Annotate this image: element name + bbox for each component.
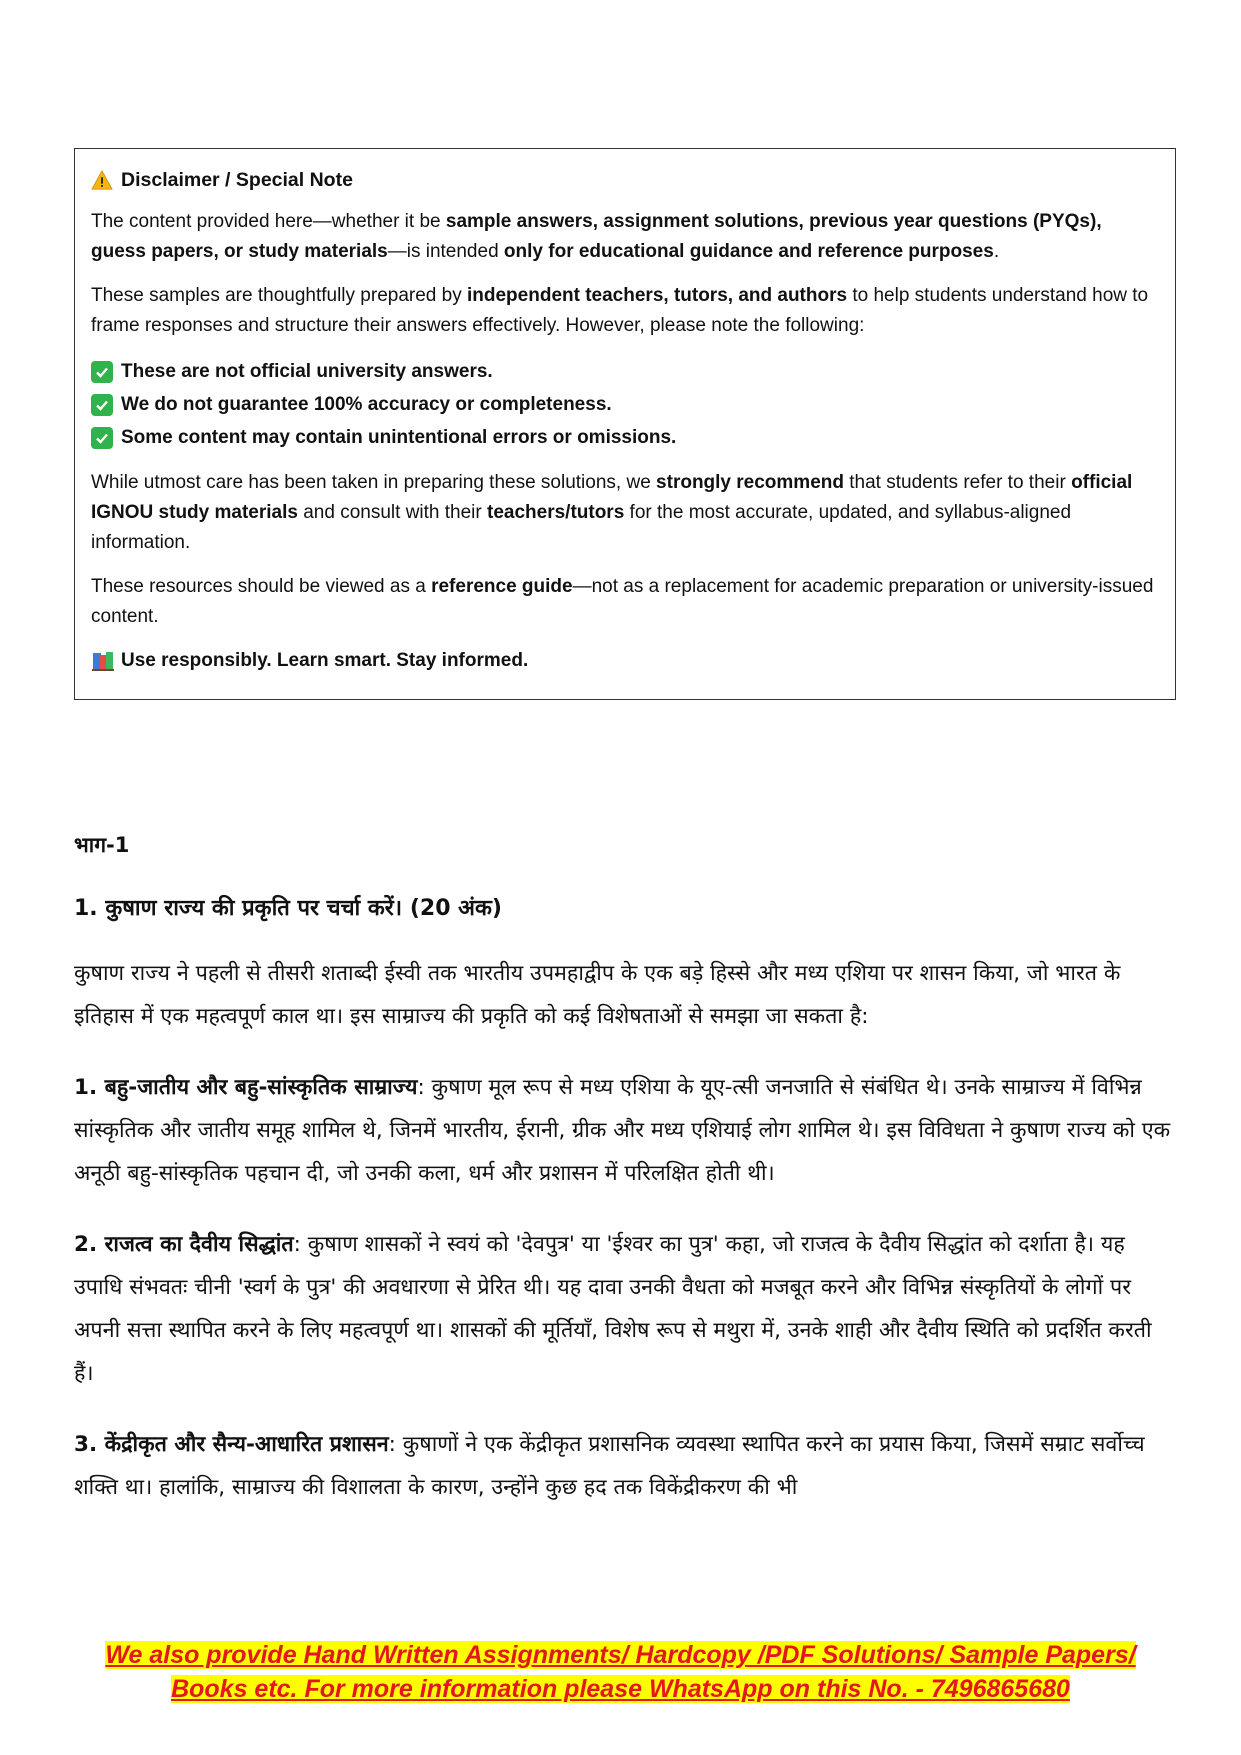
question-heading: 1. कुषाण राज्य की प्रकृति पर चर्चा करें। (20 अंक) [74, 896, 502, 921]
part-heading: भाग-1 [74, 833, 130, 857]
point-paragraph-3: 3. केंद्रीकृत और सैन्य-आधारित प्रशासन: कुषाणों ने एक केंद्रीकृत प्रशासनिक व्यवस्था स्थापित करने का प्रयास किया, जिसमें सम्राट सर्वोच्च शक्ति था। हालांकि, साम्राज्य की विशालता के कारण, उन्होंने कुछ हद तक विकेंद्रीकरण की भी [74, 1432, 1145, 1500]
disclaimer-footer-text: Use responsibly. Learn smart. Stay informed. [121, 650, 529, 671]
point-paragraph-2: 2. राजत्व का दैवीय सिद्धांत: कुषाण शासकों ने स्वयं को 'देवपुत्र' या 'ईश्वर का पुत्र' कहा, जो राजत्व के दैवीय सिद्धांत को दर्शाता है। यह उपाधि संभवतः चीनी 'स्वर्ग के पुत्र' की अवधारणा से प्रेरित थी। यह दावा उनकी वैधता को मजबूत करने और विभिन्न संस्कृतियों के लोगों पर अपनी सत्ता स्थापित करने के लिए महत्वपूर्ण था। शासकों की मूर्तियाँ, विशेष रूप से मथुरा में, उनके शाही और दैवीय स्थिति को प्रदर्शित करती हैं। [74, 1232, 1152, 1386]
disclaimer-box [74, 148, 1176, 700]
intro-paragraph: कुषाण राज्य ने पहली से तीसरी शताब्दी ईस्वी तक भारतीय उपमहाद्वीप के एक बड़े हिस्से और मध्य एशिया पर शासन किया, जो भारत के इतिहास में एक महत्वपूर्ण काल था। इस साम्राज्य की प्रकृति को कई विशेषताओं से समझा जा सकता है: [74, 961, 1121, 1029]
promo-line-1: We also provide Hand Written Assignments/ Hardcopy /PDF Solutions/ Sample Papers/ [105, 1641, 1136, 1669]
disclaimer-paragraph-3: While utmost care has been taken in preparing these solutions, we strongly recommend that students refer to their official IGNOU study materials and consult with their teachers/tutors for the most accurate, updated, and syllabus-aligned information. [91, 472, 1133, 553]
list-item: We do not guarantee 100% accuracy or completeness. [91, 388, 1159, 421]
list-item: These are not official university answers. [91, 355, 1159, 388]
promo-banner [0, 1638, 1241, 1706]
checkmark-icon [91, 427, 113, 449]
promo-line-2: Books etc. For more information please WhatsApp on this No. - 7496865680 [171, 1675, 1070, 1703]
disclaimer-paragraph-1: The content provided here—whether it be sample answers, assignment solutions, previous year questions (PYQs), guess papers, or study materials—is intended only for educational guidance and reference purposes. [91, 211, 1102, 262]
disclaimer-paragraph-4: These resources should be viewed as a reference guide—not as a replacement for academic preparation or university-issued content. [91, 576, 1154, 627]
checkmark-icon [91, 361, 113, 383]
list-item: Some content may contain unintentional errors or omissions. [91, 421, 1159, 454]
warning-icon [91, 169, 113, 191]
disclaimer-paragraph-2: These samples are thoughtfully prepared by independent teachers, tutors, and authors to help students understand how to frame responses and structure their answers effectively. However, please note the following: [91, 285, 1149, 336]
books-icon [91, 650, 115, 672]
marks-label: (20 अंक) [409, 896, 502, 921]
disclaimer-footer [91, 646, 1159, 676]
disclaimer-title-text: Disclaimer / Special Note [121, 169, 353, 191]
disclaimer-title [91, 165, 1159, 195]
checkmark-icon [91, 394, 113, 416]
main-content [74, 830, 1176, 1509]
disclaimer-checklist [91, 355, 1159, 454]
point-paragraph-1: 1. बहु-जातीय और बहु-सांस्कृतिक साम्राज्य: कुषाण मूल रूप से मध्य एशिया के यूए-त्सी जनजाति से संबंधित थे। उनके साम्राज्य में विभिन्न सांस्कृतिक और जातीय समूह शामिल थे, जिनमें भारतीय, ईरानी, ग्रीक और मध्य एशियाई लोग शामिल थे। इस विविधता ने कुषाण राज्य को एक अनूठी बहु-सांस्कृतिक पहचान दी, जो उनकी कला, धर्म और प्रशासन में परिलक्षित होती थी। [74, 1075, 1171, 1186]
